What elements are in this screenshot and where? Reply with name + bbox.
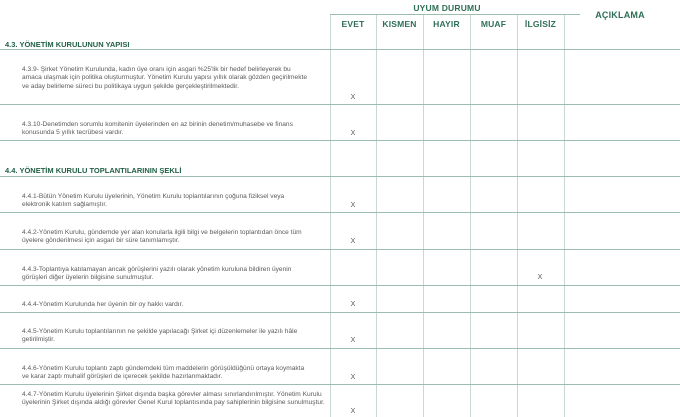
- col-divider: [470, 15, 471, 417]
- item-text-4-3-10: 4.3.10-Denetimden sorumlu komitenin üyelerinden en az birinin denetim/muhasebe ve finans konusunda 5 yıllık tecrübesi vardır.: [22, 121, 293, 137]
- col-divider: [517, 15, 518, 417]
- item-text-4-4-7: 4.4.7-Yönetim Kurulu üyelerinin Şirket dışında başka görevler alması sınırlandırılmıştır. Yönetim Kurulu üyelerinin Şirket dışında aldığı görevler Genel Kurul toplantısında pay sahiplerinin bilgisine sunulmuştur.: [22, 391, 325, 407]
- col-divider: [330, 15, 331, 417]
- item-text-4-4-3: 4.4.3-Toplantıya katılamayan ancak görüşlerini yazılı olarak yönetim kuruluna bildiren üyenin görüşleri diğer üyelerin bilgisine sunulmuştur.: [22, 266, 292, 282]
- row-divider: [0, 312, 680, 313]
- item-mark-4-4-5: X: [350, 337, 356, 344]
- section-divider: [0, 49, 680, 50]
- item-mark-4-4-3: X: [537, 274, 543, 281]
- item-text-4-4-1: 4.4.1-Bütün Yönetim Kurulu üyelerinin, Yönetim Kurulu toplantılarının çoğuna fiziksel veya elektronik katılım sağlamıştır.: [22, 193, 285, 209]
- item-mark-4-4-6: X: [350, 374, 356, 381]
- item-text-4-4-2: 4.4.2-Yönetim Kurulu, gündemde yer alan konularla ilgili bilgi ve belgelerin toplantıdan önce tüm üyelere gönderilmesi için asgari bir süre tanımlamıştır.: [22, 229, 302, 245]
- row-divider: [0, 384, 680, 385]
- item-text-4-4-4: 4.4.4-Yönetim Kurulunda her üyenin bir oy hakkı vardır.: [22, 301, 184, 308]
- section-title-4-4: 4.4. YÖNETİM KURULU TOPLANTILARININ ŞEKLİ: [5, 166, 182, 175]
- item-mark-4-4-7: X: [350, 408, 356, 415]
- item-text-4-3-9: 4.3.9- Şirket Yönetim Kurulunda, kadın üye oranı için asgari %25'lik bir hedef belirleyerek bu amaca ulaşmak için politika oluşturmuştur. Yönetim Kurulu yapısı yıllık olarak gözden geçirilmekte ve aday belirleme süreci bu politikaya uygun şekilde gerçekleştirilmektedir.: [22, 66, 308, 90]
- section-title-4-3: 4.3. YÖNETİM KURULUNUN YAPISI: [5, 40, 130, 49]
- col-kismen-header: KISMEN: [382, 19, 417, 29]
- item-text-4-4-6: 4.4.6-Yönetim Kurulu toplantı zaptı gündemdeki tüm maddelerin görüşüldüğünü ortaya koymakta ve karar zaptı muhalif görüşleri de içerecek şekilde hazırlanmaktadır.: [22, 365, 305, 381]
- col-divider: [423, 15, 424, 417]
- item-mark-4-3-9: X: [350, 94, 356, 101]
- item-mark-4-4-1: X: [350, 202, 356, 209]
- row-divider: [0, 140, 680, 141]
- item-mark-4-4-4: X: [350, 301, 356, 308]
- row-divider: [0, 212, 680, 213]
- col-evet-header: EVET: [341, 19, 365, 29]
- uyum-durumu-header: UYUM DURUMU: [413, 3, 481, 13]
- col-muaf-header: MUAF: [480, 19, 507, 29]
- row-divider: [0, 249, 680, 250]
- item-mark-4-4-2: X: [350, 238, 356, 245]
- item-mark-4-3-10: X: [350, 130, 356, 137]
- col-divider: [376, 15, 377, 417]
- row-divider: [0, 104, 680, 105]
- header-underline: [330, 14, 580, 15]
- col-divider: [564, 15, 565, 417]
- row-divider: [0, 348, 680, 349]
- col-hayir-header: HAYIR: [433, 19, 460, 29]
- item-text-4-4-5: 4.4.5-Yönetim Kurulu toplantılarının ne şekilde yapılacağı Şirket içi düzenlemeler ile yazılı hâle getirilmiştir.: [22, 328, 298, 344]
- aciklama-header: AÇIKLAMA: [595, 10, 645, 20]
- col-ilgisiz-header: İLGİSİZ: [524, 19, 557, 29]
- row-divider: [0, 285, 680, 286]
- section-divider: [0, 176, 680, 177]
